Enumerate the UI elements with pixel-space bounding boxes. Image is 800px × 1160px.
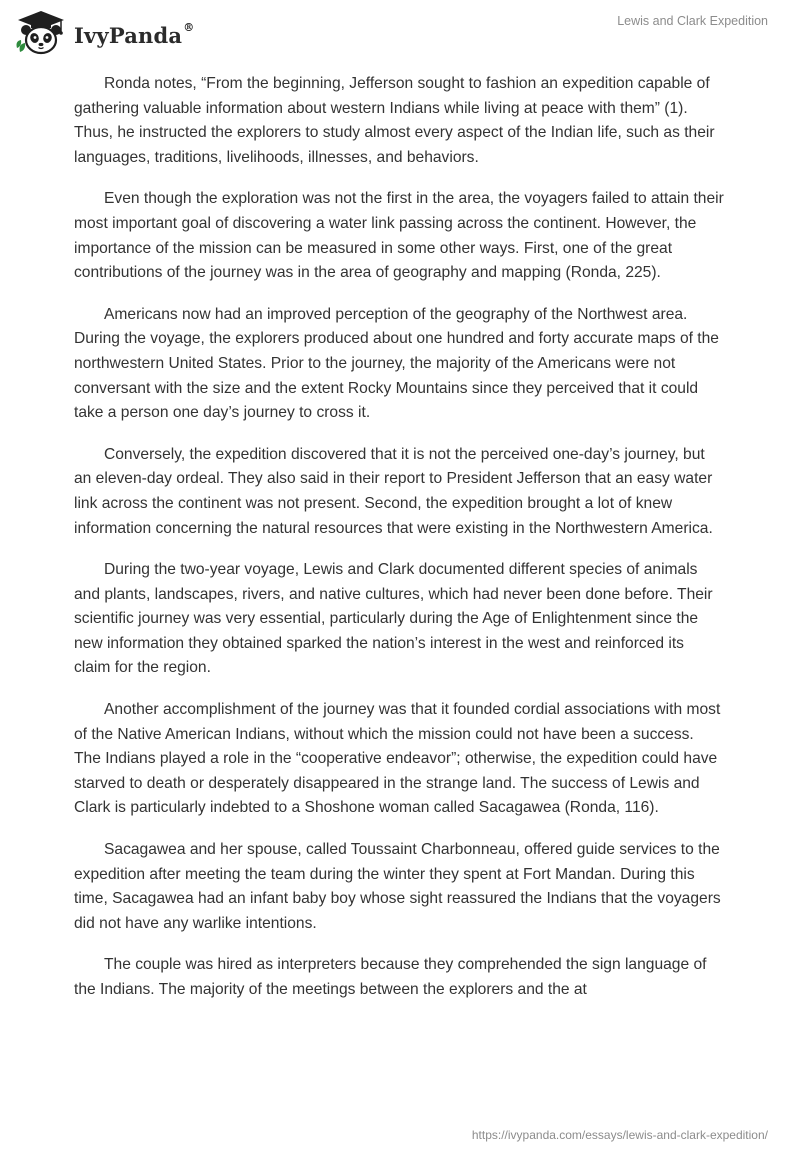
paragraph-3: Americans now had an improved perception of the geography of the Northwest area. During the voyage, the explorers produced about one hundred and forty accurate maps of the northwestern United States. Prior to the journey, the majority of the Americans were not conversant with the size and the extent Rocky Mountains since they perceived that it could take a person one day’s journey to cross it. (74, 305, 719, 422)
essay-body (74, 72, 724, 1020)
paragraph-1: Ronda notes, “From the beginning, Jefferson sought to fashion an expedition capable of gathering valuable information about western Indians while living at peace with them” (1). Thus, he instructed the explorers to study almost every aspect of the Indian life, such as their languages, traditions, livelihoods, illnesses, and behaviors. (74, 75, 715, 166)
brand-name (74, 20, 195, 48)
paragraph-5: During the two-year voyage, Lewis and Clark documented different species of animals and plants, landscapes, rivers, and native cultures, which had never been done before. Their scientific journey was very essential, particularly during the Age of Enlightenment since the new information they obtained sparked the nation’s interest in the west and reinforced its claim for the region. (74, 561, 713, 677)
ivypanda-logo[interactable] (14, 8, 194, 58)
paragraph-2: Even though the exploration was not the first in the area, the voyagers failed to attain their most important goal of discovering a water link passing across the continent. However, the importance of the mission can be measured in some other ways. First, one of the great contributions of the journey was in the area of geography and mapping (Ronda, 225). (74, 190, 724, 282)
paragraph-4: Conversely, the expedition discovered that it is not the perceived one-day’s journey, but an eleven-day ordeal. They also said in their report to President Jefferson that an easy water link across the continent was not present. Second, the expedition brought a lot of knew information concerning the natural resources that were existing in the Northwestern America. (74, 445, 713, 537)
page-header (0, 0, 800, 70)
document-title: Lewis and Clark Expedition (617, 14, 768, 28)
paragraph-7: Sacagawea and her spouse, called Toussaint Charbonneau, offered guide services to the expedition after meeting the team during the winter they spent at Fort Mandan. During this time, Sacagawea had an infant baby boy whose sight reassured the Indians that the voyagers did not have any warlike intentions. (74, 841, 721, 932)
panda-graduate-icon (14, 8, 68, 58)
paragraph-6: Another accomplishment of the journey was that it founded cordial associations with most of the Native American Indians, without which the mission could not have been a success. The Indians played a role in the “cooperative endeavor”; otherwise, the expedition could have starved to death or desperately disappeared in the strange land. The success of Lewis and Clark is particularly indebted to a Shoshone woman called Sacagawea (Ronda, 116). (74, 701, 721, 817)
brand-text: IvyPanda (74, 22, 183, 48)
source-url[interactable]: https://ivypanda.com/essays/lewis-and-clark-expedition/ (471, 1128, 768, 1142)
registered-mark: ® (183, 20, 195, 34)
paragraph-8: The couple was hired as interpreters because they comprehended the sign language of the Indians. The majority of the meetings between the explorers and the at (74, 956, 707, 998)
